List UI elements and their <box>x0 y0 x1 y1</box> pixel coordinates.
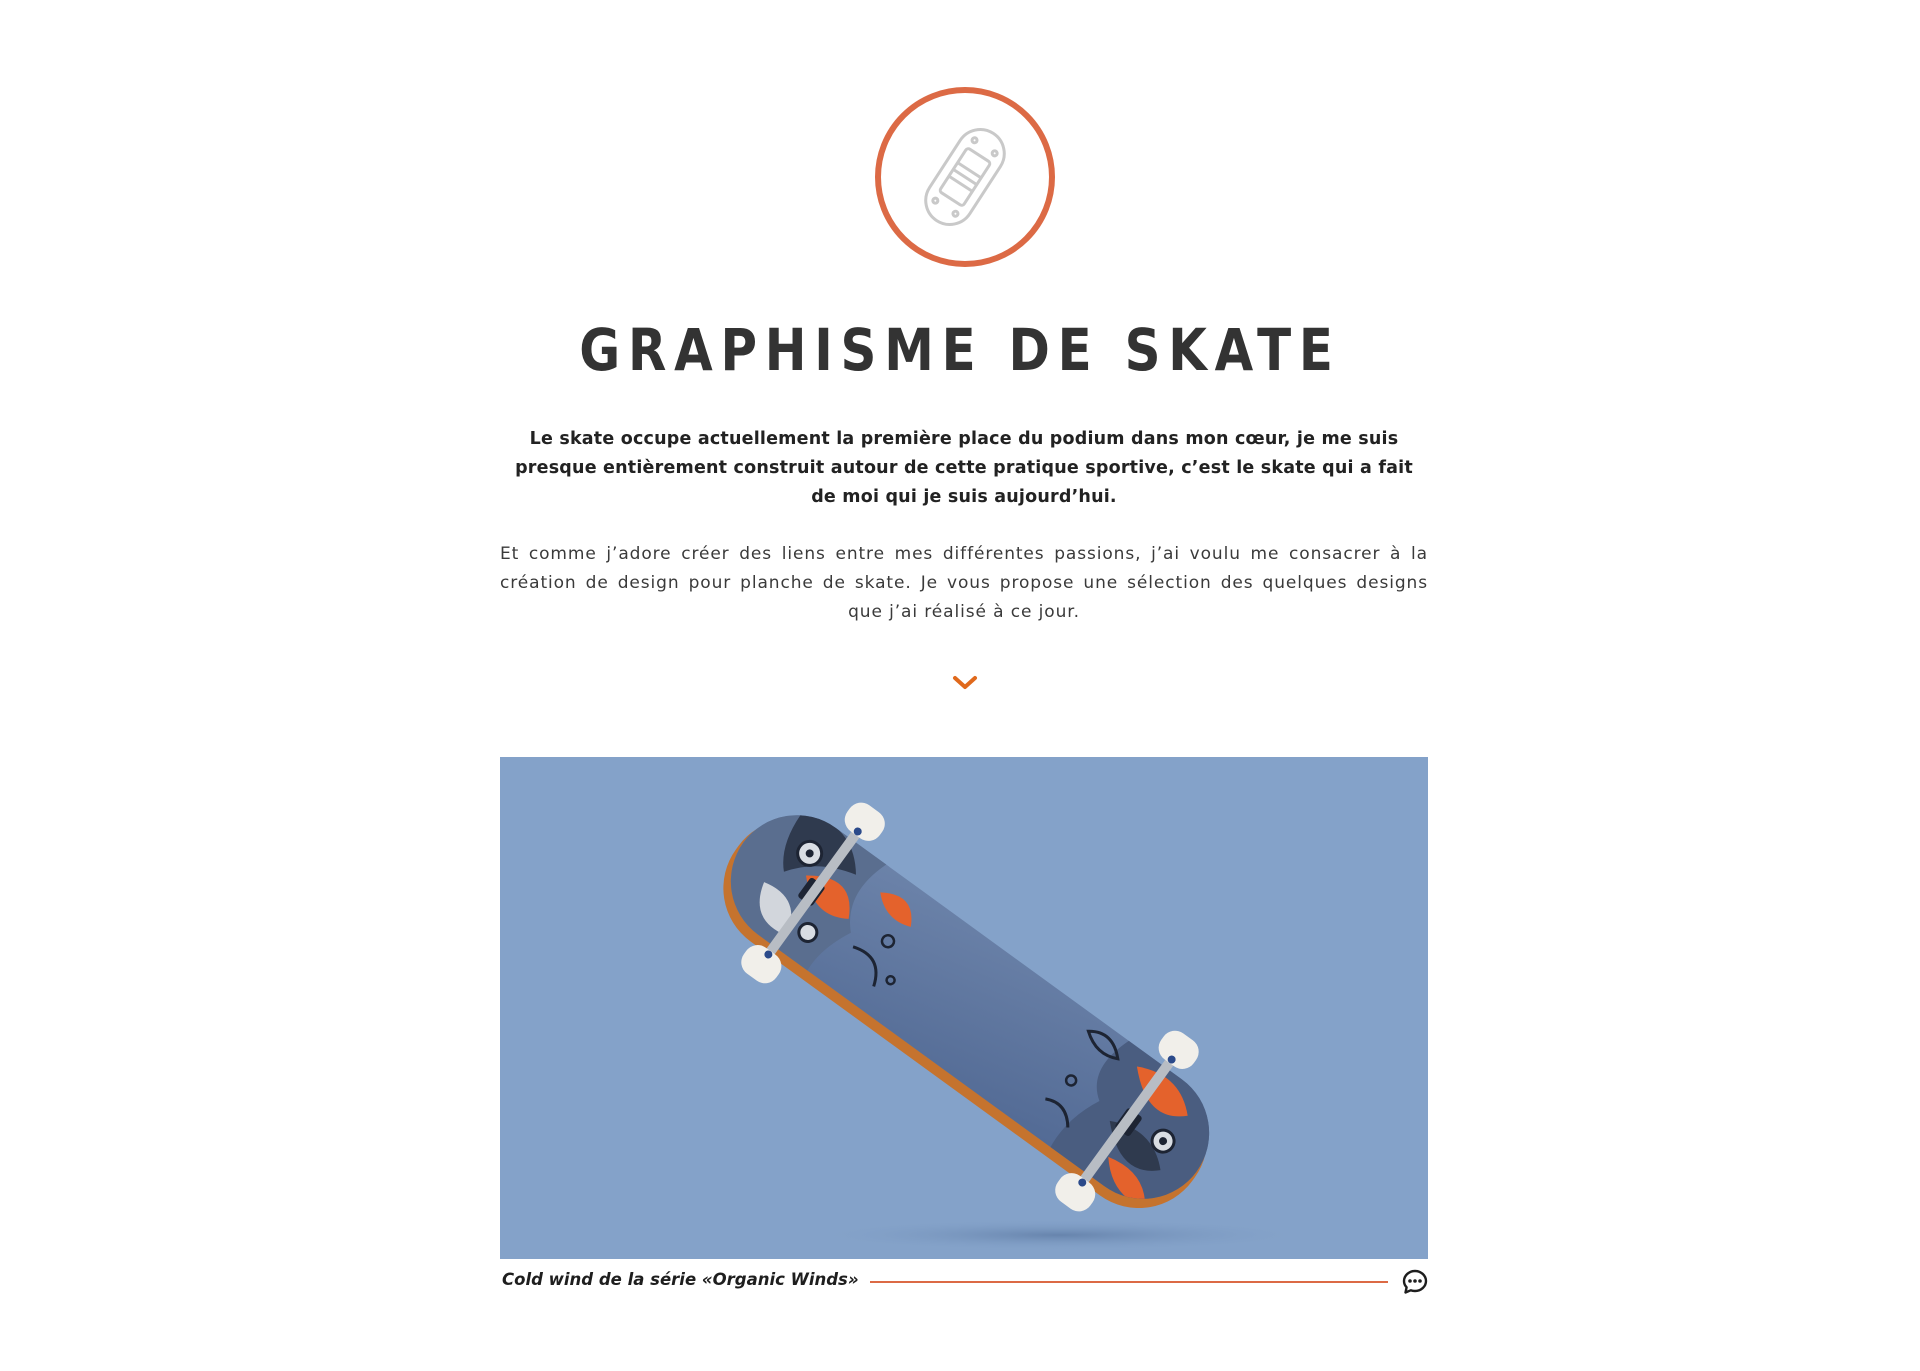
skateboard-emblem <box>875 87 1055 267</box>
comment-bubble-icon <box>1401 1283 1429 1300</box>
comment-button[interactable] <box>1401 1268 1429 1296</box>
caption-divider <box>870 1281 1388 1283</box>
image-caption-row <box>500 1266 1430 1302</box>
image-caption: Cold wind de la série «Organic Winds» <box>502 1270 859 1289</box>
scroll-down-button[interactable] <box>945 670 985 700</box>
intro-body-paragraph: Et comme j’adore créer des liens entre mes différentes passions, j’ai voulu me consacrer à la création de design pour planche de skate. Je vous propose une sélection des quelques designs que j’ai réalisé à ce jour. <box>500 544 1428 622</box>
skateboard-design-image[interactable] <box>500 757 1428 1259</box>
intro-lead-paragraph: Le skate occupe actuellement la première place du podium dans mon cœur, je me suis presque entièrement construit autour de cette pratique sportive, c’est le skate qui a fait de moi qui je suis aujourd’hui. <box>515 429 1413 507</box>
skateboard-icon <box>905 117 1025 237</box>
chevron-down-icon <box>952 675 978 696</box>
page-title: GRAPHISME DE SKATE <box>579 316 1341 384</box>
